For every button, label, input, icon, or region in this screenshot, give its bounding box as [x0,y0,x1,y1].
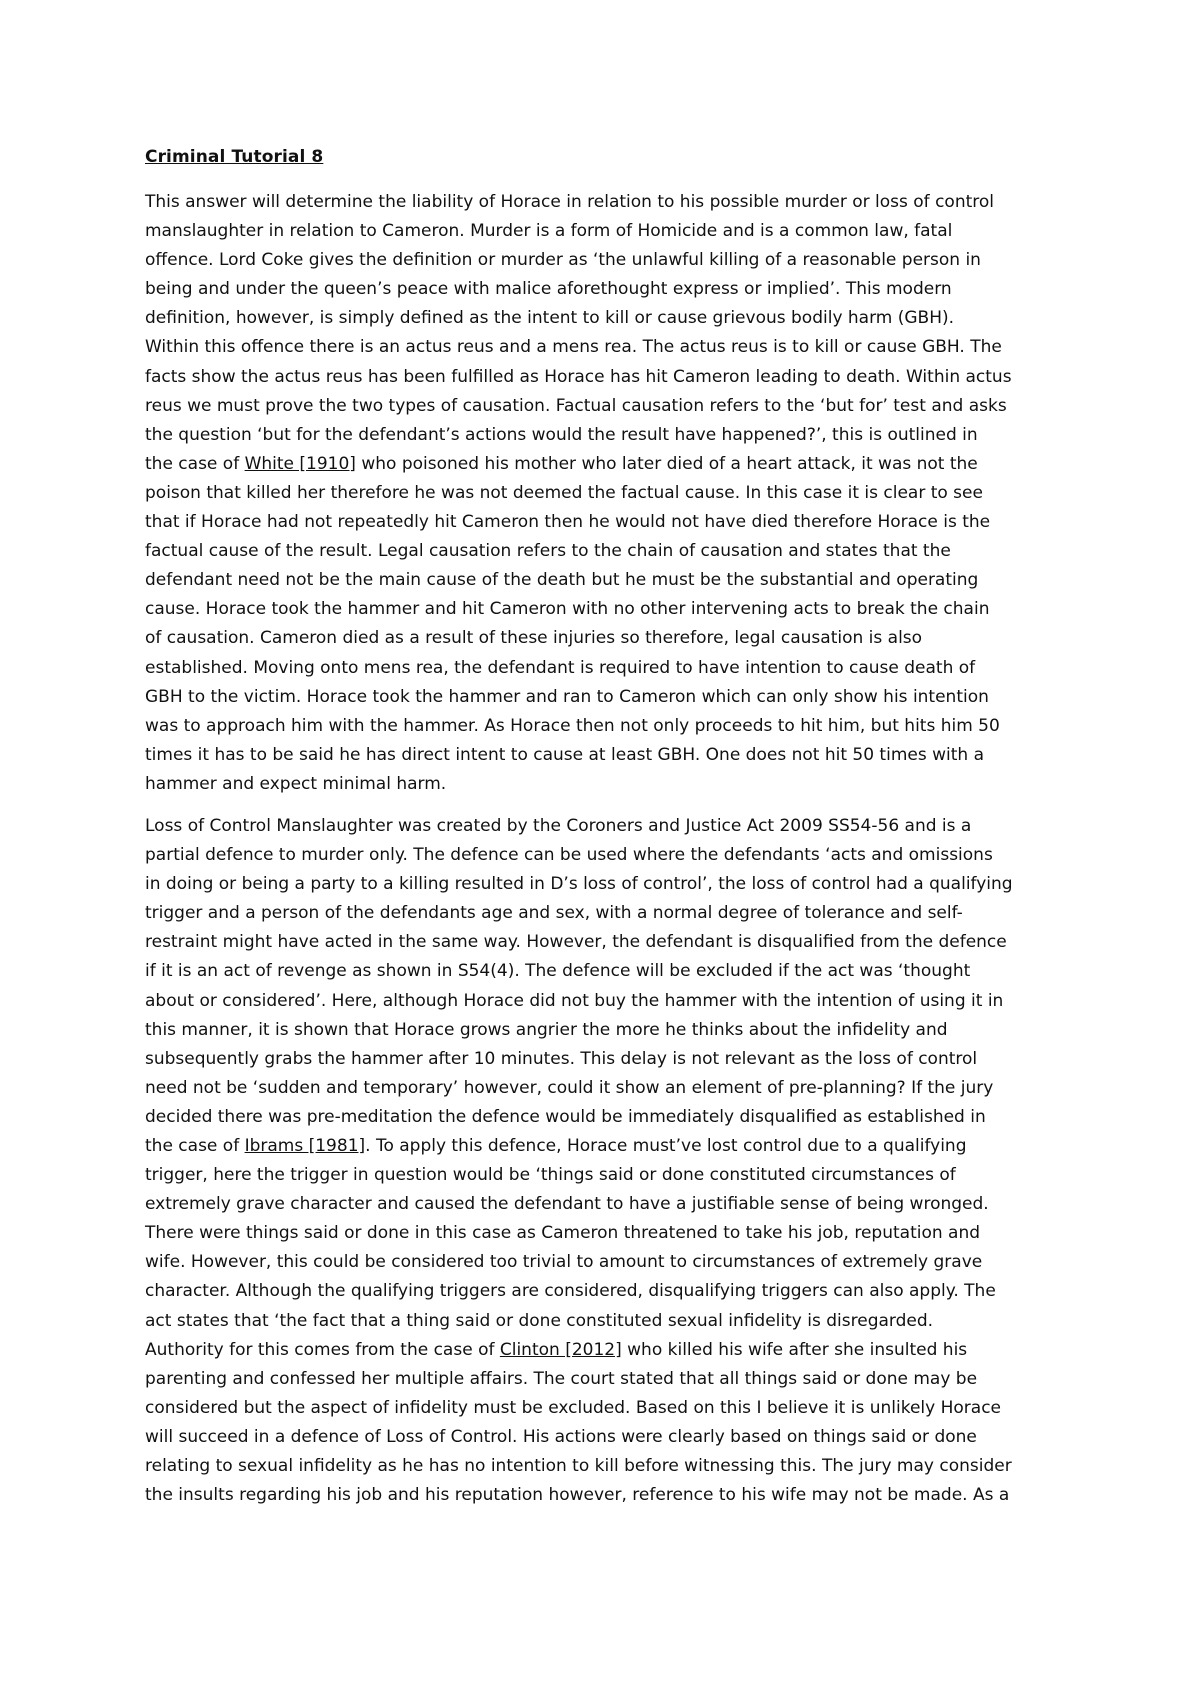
text-line [145,1307,1070,1336]
text-line [145,654,1070,683]
text-segment: times it has to be said he has direct intent to cause at least GBH. One does not hit 50 times with a [145,744,984,765]
text-segment: trigger and a person of the defendants age and sex, with a normal degree of tolerance and self- [145,903,963,924]
text-line [145,1336,1070,1365]
text-line [145,741,1070,770]
text-line [145,957,1070,986]
text-line [145,188,1070,217]
text-segment: the insults regarding his job and his reputation however, reference to his wife may not be made. As a [145,1485,1010,1506]
text-line [145,275,1070,304]
text-line [145,1074,1070,1103]
text-line [145,1219,1070,1248]
text-segment: partial defence to murder only. The defence can be used where the defendants ‘acts and omissions [145,845,993,866]
text-line [145,508,1070,537]
text-line [145,595,1070,624]
text-segment: hammer and expect minimal harm. [145,773,447,794]
paragraph [145,188,1070,799]
text-line [145,479,1070,508]
text-segment: extremely grave character and caused the defendant to have a justifiable sense of being wronged. [145,1194,989,1215]
text-segment: will succeed in a defence of Loss of Control. His actions were clearly based on things said or done [145,1426,977,1447]
text-segment: poison that killed her therefore he was not deemed the factual cause. In this case it is clear to see [145,482,983,503]
text-line [145,304,1070,333]
text-line [145,841,1070,870]
text-line [145,333,1070,362]
text-line [145,1277,1070,1306]
text-line [145,683,1070,712]
text-line [145,1365,1070,1394]
text-segment: There were things said or done in this case as Cameron threatened to take his job, reputation and [145,1223,981,1244]
text-line [145,1394,1070,1423]
text-segment: defendant need not be the main cause of the death but he must be the substantial and operating [145,570,979,591]
text-segment: established. Moving onto mens rea, the defendant is required to have intention to cause death of [145,657,976,678]
text-segment: was to approach him with the hammer. As Horace then not only proceeds to hit him, but hits him 50 [145,715,1000,736]
text-segment: who poisoned his mother who later died of a heart attack, it was not the [355,453,978,474]
text-segment: cause. Horace took the hammer and hit Cameron with no other intervening acts to break the chain [145,599,990,620]
text-segment: factual cause of the result. Legal causation refers to the chain of causation and states that the [145,541,951,562]
text-line [145,1161,1070,1190]
text-line [145,537,1070,566]
text-segment: relating to sexual infidelity as he has no intention to kill before witnessing this. The jury may consider [145,1456,1012,1477]
case-citation: Clinton [2012] [499,1339,622,1360]
paragraph [145,812,1070,1510]
text-line [145,392,1070,421]
text-line [145,928,1070,957]
text-segment: definition, however, is simply defined as the intent to kill or cause grievous bodily harm (GBH). [145,308,955,329]
text-line [145,1103,1070,1132]
text-segment: facts show the actus reus has been fulfilled as Horace has hit Cameron leading to death. Within actus [145,366,1012,387]
case-citation: Ibrams [1981] [244,1136,366,1156]
text-segment: manslaughter in relation to Cameron. Murder is a form of Homicide and is a common law, fatal [145,221,953,242]
text-segment: parenting and confessed her multiple affairs. The court stated that all things said or done may be [145,1368,978,1389]
text-line [145,1045,1070,1074]
text-segment: Authority for this comes from the case of [145,1339,500,1360]
text-line [145,217,1070,246]
text-segment: restraint might have acted in the same way. However, the defendant is disqualified from the defence [145,932,1007,953]
text-line [145,899,1070,928]
document-title: Criminal Tutorial 8 [145,147,324,167]
text-segment: reus we must prove the two types of causation. Factual causation refers to the ‘but for’ test and asks [145,395,1007,416]
text-line [145,870,1070,899]
text-line [145,624,1070,653]
text-segment: about or considered’. Here, although Horace did not buy the hammer with the intention of using it in [145,990,1004,1011]
text-segment: being and under the queen’s peace with malice aforethought express or implied’. This modern [145,279,952,300]
text-line [145,450,1070,479]
text-line [145,1190,1070,1219]
text-segment: this manner, it is shown that Horace grows angrier the more he thinks about the infidelity and [145,1019,948,1040]
text-segment: who killed his wife after she insulted his [621,1339,968,1360]
text-segment: Within this offence there is an actus reus and a mens rea. The actus reus is to kill or cause GBH. The [145,337,1002,358]
text-segment: the case of [145,453,245,474]
text-segment: considered but the aspect of infidelity must be excluded. Based on this I believe it is unlikely Horace [145,1397,1001,1418]
text-segment: wife. However, this could be considered too trivial to amount to circumstances of extremely grave [145,1252,983,1273]
text-line [145,421,1070,450]
text-segment: act states that ‘the fact that a thing said or done constituted sexual infidelity is disregarded. [145,1310,934,1331]
text-line [145,566,1070,595]
text-segment: trigger, here the trigger in question would be ‘things said or done constituted circumstances of [145,1165,956,1186]
text-segment: GBH to the victim. Horace took the hammer and ran to Cameron which can only show his intention [145,686,989,707]
text-line [145,987,1070,1016]
text-line [145,712,1070,741]
document-body [145,146,1070,1523]
text-segment: offence. Lord Coke gives the definition or murder as ‘the unlawful killing of a reasonable person in [145,250,981,271]
text-segment: subsequently grabs the hammer after 10 minutes. This delay is not relevant as the loss of control [145,1048,978,1069]
text-segment: that if Horace had not repeatedly hit Cameron then he would not have died therefore Horace is the [145,512,991,533]
text-segment: . To apply this defence, Horace must’ve lost control due to a qualifying [365,1136,967,1156]
text-segment: of causation. Cameron died as a result of these injuries so therefore, legal causation is also [145,628,923,649]
text-segment: in doing or being a party to a killing resulted in D’s loss of control’, the loss of control had a qualifying [145,874,1013,895]
text-line [145,812,1070,841]
text-segment: character. Although the qualifying triggers are considered, disqualifying triggers can also apply. The [145,1281,996,1302]
text-line [145,1132,1070,1161]
text-segment: This answer will determine the liability of Horace in relation to his possible murder or loss of control [145,192,994,212]
text-line [145,1452,1070,1481]
text-segment: need not be ‘sudden and temporary’ however, could it show an element of pre-planning? If the jury [145,1077,994,1098]
text-line [145,770,1070,799]
text-line [145,1248,1070,1277]
text-line [145,246,1070,275]
text-segment: if it is an act of revenge as shown in S54(4). The defence will be excluded if the act was ‘thought [145,961,971,982]
text-segment: Loss of Control Manslaughter was created by the Coroners and Justice Act 2009 SS54-56 and is a [145,815,972,836]
text-segment: the case of [145,1136,245,1156]
text-line [145,363,1070,392]
paragraph-container [145,188,1070,1510]
text-line [145,1016,1070,1045]
case-citation: White [1910] [244,453,356,474]
text-line [145,1481,1070,1510]
text-segment: decided there was pre-meditation the defence would be immediately disqualified as established in [145,1106,986,1127]
text-segment: the question ‘but for the defendant’s actions would the result have happened?’, this is outlined in [145,424,978,445]
text-line [145,1423,1070,1452]
